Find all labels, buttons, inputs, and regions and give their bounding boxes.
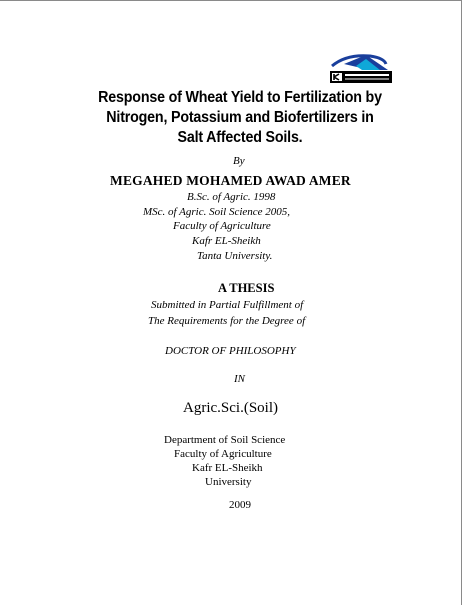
thesis-title	[74, 88, 405, 148]
field-of-study: Agric.Sci.(Soil)	[183, 400, 278, 416]
submitted-line-2: The Requirements for the Degree of	[148, 315, 306, 327]
credential-university: Tanta University.	[197, 250, 273, 262]
in-label: IN	[234, 373, 245, 385]
university-line: University	[205, 476, 252, 488]
title-line-1: Response of Wheat Yield to Fertilization by	[98, 89, 382, 106]
page-border-top	[0, 0, 462, 1]
title-line-3: Salt Affected Soils.	[177, 129, 303, 146]
credential-bsc: B.Sc. of Agric. 1998	[187, 191, 276, 203]
university-logo-icon	[326, 52, 392, 84]
by-label: By	[233, 155, 245, 167]
credential-msc: MSc. of Agric. Soil Science 2005,	[143, 206, 291, 218]
credential-faculty: Faculty of Agriculture	[173, 220, 271, 232]
year: 2009	[229, 499, 251, 511]
degree-name: DOCTOR OF PHILOSOPHY	[165, 345, 296, 357]
credential-city: Kafr EL-Sheikh	[192, 235, 261, 247]
thesis-heading: A THESIS	[218, 281, 275, 295]
author-name: MEGAHED MOHAMED AWAD AMER	[110, 173, 351, 188]
faculty-line: Faculty of Agriculture	[174, 448, 272, 460]
submitted-line-1: Submitted in Partial Fulfillment of	[151, 299, 304, 311]
department-line: Department of Soil Science	[164, 434, 286, 446]
city-line: Kafr EL-Sheikh	[192, 462, 263, 474]
title-line-2: Nitrogen, Potassium and Biofertilizers in	[106, 109, 374, 126]
